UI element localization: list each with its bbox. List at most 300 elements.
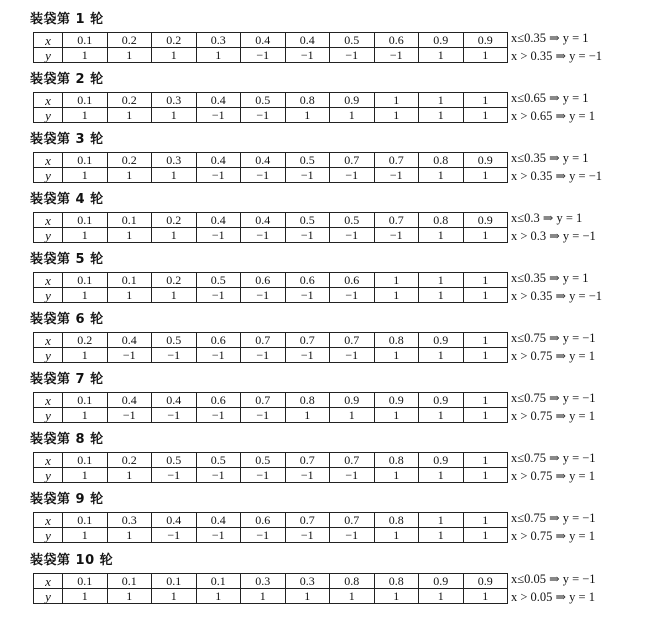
x-row — [34, 33, 508, 48]
y-cell: −1 — [285, 168, 330, 183]
y-cell: −1 — [241, 48, 286, 63]
x-cell: 1 — [463, 273, 508, 288]
x-cell: 0.2 — [107, 153, 152, 168]
y-cell: 1 — [419, 168, 464, 183]
y-cell: −1 — [330, 228, 375, 243]
y-cell: 1 — [63, 408, 108, 423]
y-row-label: y — [34, 108, 63, 123]
x-row-label: x — [34, 153, 63, 168]
x-cell: 0.7 — [330, 153, 375, 168]
x-cell: 1 — [463, 93, 508, 108]
round-title: 装袋第 8 轮 — [30, 432, 104, 447]
rule-gt-threshold: x > 0.35 ⇒ y = −1 — [511, 169, 602, 183]
y-row-label: y — [34, 288, 63, 303]
x-row — [34, 213, 508, 228]
y-cell: 1 — [152, 228, 197, 243]
round-title: 装袋第 6 轮 — [30, 312, 104, 327]
x-cell: 0.3 — [107, 513, 152, 528]
x-cell: 0.7 — [285, 453, 330, 468]
y-cell: −1 — [330, 468, 375, 483]
x-cell: 0.7 — [241, 393, 286, 408]
y-cell: −1 — [196, 408, 241, 423]
y-cell: 1 — [152, 589, 197, 604]
x-cell: 0.4 — [196, 153, 241, 168]
y-cell: 1 — [419, 48, 464, 63]
rule-gt-threshold: x > 0.75 ⇒ y = 1 — [511, 529, 595, 543]
y-cell: 1 — [152, 48, 197, 63]
y-cell: 1 — [63, 168, 108, 183]
bagging-round — [0, 192, 651, 252]
round-sample-table — [33, 573, 508, 604]
round-title: 装袋第 1 轮 — [30, 12, 104, 27]
x-cell: 0.3 — [241, 574, 286, 589]
x-cell: 0.6 — [374, 33, 419, 48]
x-row-label: x — [34, 453, 63, 468]
x-cell: 0.1 — [107, 574, 152, 589]
x-cell: 0.3 — [152, 93, 197, 108]
x-cell: 0.4 — [196, 213, 241, 228]
classifier-rules — [511, 329, 651, 365]
classifier-rules — [511, 389, 651, 425]
x-cell: 0.4 — [152, 393, 197, 408]
x-row — [34, 513, 508, 528]
x-cell: 0.3 — [152, 153, 197, 168]
y-row — [34, 528, 508, 543]
y-cell: 1 — [374, 468, 419, 483]
x-cell: 0.1 — [152, 574, 197, 589]
x-cell: 0.9 — [419, 574, 464, 589]
x-cell: 0.8 — [330, 574, 375, 589]
x-cell: 0.2 — [152, 33, 197, 48]
y-cell: 1 — [419, 468, 464, 483]
x-cell: 0.2 — [152, 273, 197, 288]
x-row-label: x — [34, 513, 63, 528]
y-cell: 1 — [107, 228, 152, 243]
round-title: 装袋第 10 轮 — [30, 553, 114, 568]
y-cell: 1 — [463, 168, 508, 183]
y-cell: −1 — [285, 528, 330, 543]
y-cell: −1 — [241, 528, 286, 543]
y-cell: 1 — [463, 48, 508, 63]
x-cell: 0.8 — [374, 333, 419, 348]
rule-gt-threshold: x > 0.35 ⇒ y = −1 — [511, 289, 602, 303]
x-row — [34, 574, 508, 589]
y-cell: 1 — [152, 108, 197, 123]
x-cell: 0.6 — [241, 513, 286, 528]
y-cell: 1 — [419, 408, 464, 423]
rule-le-threshold: x≤0.05 ⇒ y = −1 — [511, 572, 596, 586]
x-cell: 0.9 — [419, 333, 464, 348]
y-cell: 1 — [196, 48, 241, 63]
y-row — [34, 108, 508, 123]
y-cell: −1 — [285, 228, 330, 243]
y-cell: −1 — [374, 48, 419, 63]
x-cell: 1 — [419, 273, 464, 288]
y-cell: 1 — [419, 348, 464, 363]
bagging-round — [0, 432, 651, 492]
x-cell: 0.8 — [419, 213, 464, 228]
x-cell: 0.4 — [152, 513, 197, 528]
bagging-round — [0, 312, 651, 372]
x-row-label: x — [34, 213, 63, 228]
rule-le-threshold: x≤0.75 ⇒ y = −1 — [511, 331, 596, 345]
x-cell: 0.4 — [241, 213, 286, 228]
classifier-rules — [511, 89, 651, 125]
classifier-rules — [511, 269, 651, 305]
y-row-label: y — [34, 408, 63, 423]
y-cell: −1 — [330, 348, 375, 363]
x-cell: 0.6 — [196, 393, 241, 408]
x-cell: 0.4 — [285, 33, 330, 48]
x-row — [34, 93, 508, 108]
y-cell: 1 — [463, 288, 508, 303]
rule-gt-threshold: x > 0.75 ⇒ y = 1 — [511, 349, 595, 363]
x-cell: 0.1 — [63, 93, 108, 108]
rule-le-threshold: x≤0.75 ⇒ y = −1 — [511, 391, 596, 405]
x-cell: 0.8 — [374, 453, 419, 468]
y-cell: 1 — [107, 288, 152, 303]
round-sample-table — [33, 32, 508, 63]
bagging-round — [0, 553, 651, 613]
x-cell: 0.4 — [241, 33, 286, 48]
x-cell: 0.7 — [285, 513, 330, 528]
x-cell: 0.5 — [241, 93, 286, 108]
x-cell: 0.7 — [330, 513, 375, 528]
y-cell: −1 — [107, 408, 152, 423]
x-cell: 0.9 — [419, 393, 464, 408]
bagging-round — [0, 492, 651, 552]
classifier-rules — [511, 29, 651, 65]
y-cell: 1 — [285, 108, 330, 123]
x-cell: 0.9 — [463, 33, 508, 48]
rule-le-threshold: x≤0.75 ⇒ y = −1 — [511, 451, 596, 465]
y-cell: −1 — [196, 468, 241, 483]
round-sample-table — [33, 512, 508, 543]
rule-gt-threshold: x > 0.75 ⇒ y = 1 — [511, 469, 595, 483]
round-sample-table — [33, 452, 508, 483]
y-cell: −1 — [196, 348, 241, 363]
y-cell: −1 — [285, 468, 330, 483]
x-cell: 0.7 — [285, 333, 330, 348]
bagging-round — [0, 12, 651, 72]
bagging-round — [0, 72, 651, 132]
round-sample-table — [33, 272, 508, 303]
x-cell: 0.1 — [107, 273, 152, 288]
bagging-round — [0, 132, 651, 192]
rule-le-threshold: x≤0.35 ⇒ y = 1 — [511, 151, 589, 165]
bagging-round — [0, 252, 651, 312]
y-cell: 1 — [107, 108, 152, 123]
x-row-label: x — [34, 574, 63, 589]
round-sample-table — [33, 392, 508, 423]
rule-le-threshold: x≤0.65 ⇒ y = 1 — [511, 91, 589, 105]
classifier-rules — [511, 570, 651, 606]
y-row — [34, 408, 508, 423]
round-sample-table — [33, 332, 508, 363]
x-cell: 0.2 — [63, 333, 108, 348]
y-cell: 1 — [330, 108, 375, 123]
y-cell: 1 — [463, 108, 508, 123]
bagging-round — [0, 372, 651, 432]
y-cell: −1 — [374, 168, 419, 183]
x-cell: 1 — [419, 513, 464, 528]
y-cell: −1 — [374, 228, 419, 243]
y-cell: −1 — [196, 228, 241, 243]
y-cell: −1 — [241, 468, 286, 483]
y-row — [34, 288, 508, 303]
rule-gt-threshold: x > 0.3 ⇒ y = −1 — [511, 229, 596, 243]
x-cell: 0.9 — [419, 453, 464, 468]
y-cell: 1 — [374, 108, 419, 123]
rule-le-threshold: x≤0.3 ⇒ y = 1 — [511, 211, 583, 225]
y-cell: 1 — [374, 589, 419, 604]
x-cell: 0.1 — [63, 393, 108, 408]
y-cell: 1 — [63, 108, 108, 123]
y-row — [34, 168, 508, 183]
y-cell: 1 — [63, 348, 108, 363]
y-cell: 1 — [63, 288, 108, 303]
x-row-label: x — [34, 273, 63, 288]
classifier-rules — [511, 149, 651, 185]
x-cell: 0.5 — [285, 153, 330, 168]
y-cell: 1 — [374, 288, 419, 303]
round-title: 装袋第 7 轮 — [30, 372, 104, 387]
round-title: 装袋第 2 轮 — [30, 72, 104, 87]
x-cell: 0.8 — [285, 393, 330, 408]
x-cell: 0.4 — [196, 93, 241, 108]
x-cell: 1 — [374, 273, 419, 288]
y-cell: −1 — [241, 168, 286, 183]
y-row — [34, 228, 508, 243]
x-cell: 0.8 — [419, 153, 464, 168]
x-cell: 0.9 — [330, 93, 375, 108]
x-cell: 0.7 — [374, 153, 419, 168]
y-cell: 1 — [463, 408, 508, 423]
x-cell: 0.9 — [330, 393, 375, 408]
x-row — [34, 453, 508, 468]
y-row — [34, 48, 508, 63]
x-cell: 0.8 — [374, 574, 419, 589]
x-cell: 0.1 — [196, 574, 241, 589]
y-cell: 1 — [285, 589, 330, 604]
y-row-label: y — [34, 528, 63, 543]
x-row-label: x — [34, 333, 63, 348]
rule-le-threshold: x≤0.35 ⇒ y = 1 — [511, 31, 589, 45]
y-cell: −1 — [196, 108, 241, 123]
y-row — [34, 468, 508, 483]
x-cell: 1 — [463, 333, 508, 348]
x-cell: 0.1 — [63, 213, 108, 228]
y-cell: 1 — [374, 528, 419, 543]
round-title: 装袋第 5 轮 — [30, 252, 104, 267]
x-cell: 0.6 — [196, 333, 241, 348]
rule-le-threshold: x≤0.75 ⇒ y = −1 — [511, 511, 596, 525]
x-cell: 0.1 — [63, 574, 108, 589]
rule-gt-threshold: x > 0.65 ⇒ y = 1 — [511, 109, 595, 123]
x-row-label: x — [34, 393, 63, 408]
y-cell: −1 — [330, 528, 375, 543]
x-cell: 0.2 — [107, 453, 152, 468]
y-cell: 1 — [107, 48, 152, 63]
round-title: 装袋第 4 轮 — [30, 192, 104, 207]
x-cell: 0.1 — [63, 33, 108, 48]
x-cell: 0.4 — [196, 513, 241, 528]
y-cell: −1 — [241, 108, 286, 123]
y-cell: 1 — [463, 228, 508, 243]
x-cell: 0.9 — [463, 213, 508, 228]
y-cell: 1 — [152, 288, 197, 303]
round-title: 装袋第 3 轮 — [30, 132, 104, 147]
x-row — [34, 333, 508, 348]
y-cell: 1 — [241, 589, 286, 604]
y-cell: 1 — [107, 168, 152, 183]
x-cell: 0.6 — [285, 273, 330, 288]
x-cell: 0.1 — [63, 513, 108, 528]
x-cell: 0.1 — [63, 453, 108, 468]
rule-gt-threshold: x > 0.05 ⇒ y = 1 — [511, 590, 595, 604]
x-cell: 0.7 — [330, 453, 375, 468]
y-cell: 1 — [63, 528, 108, 543]
y-cell: −1 — [330, 168, 375, 183]
x-row-label: x — [34, 33, 63, 48]
round-sample-table — [33, 152, 508, 183]
y-cell: 1 — [419, 288, 464, 303]
y-cell: 1 — [107, 468, 152, 483]
x-cell: 0.5 — [152, 453, 197, 468]
y-cell: 1 — [419, 228, 464, 243]
y-cell: 1 — [463, 589, 508, 604]
y-cell: 1 — [152, 168, 197, 183]
y-row-label: y — [34, 48, 63, 63]
rule-le-threshold: x≤0.35 ⇒ y = 1 — [511, 271, 589, 285]
x-cell: 0.5 — [196, 273, 241, 288]
x-cell: 0.7 — [374, 213, 419, 228]
x-cell: 0.5 — [196, 453, 241, 468]
x-cell: 0.7 — [241, 333, 286, 348]
y-cell: 1 — [419, 589, 464, 604]
y-cell: 1 — [63, 228, 108, 243]
x-cell: 0.5 — [152, 333, 197, 348]
y-cell: 1 — [419, 108, 464, 123]
x-cell: 0.1 — [63, 273, 108, 288]
y-cell: −1 — [152, 468, 197, 483]
y-row — [34, 348, 508, 363]
y-cell: −1 — [196, 168, 241, 183]
y-cell: −1 — [241, 348, 286, 363]
y-cell: 1 — [63, 48, 108, 63]
y-cell: −1 — [330, 288, 375, 303]
y-cell: 1 — [330, 589, 375, 604]
x-cell: 0.4 — [107, 333, 152, 348]
x-cell: 0.2 — [152, 213, 197, 228]
y-row — [34, 589, 508, 604]
round-sample-table — [33, 212, 508, 243]
y-cell: −1 — [196, 288, 241, 303]
x-cell: 1 — [463, 513, 508, 528]
x-cell: 0.9 — [463, 574, 508, 589]
x-cell: 0.9 — [374, 393, 419, 408]
x-cell: 0.1 — [107, 213, 152, 228]
y-cell: −1 — [285, 348, 330, 363]
y-cell: −1 — [107, 348, 152, 363]
y-cell: −1 — [285, 288, 330, 303]
x-cell: 0.3 — [196, 33, 241, 48]
x-cell: 0.6 — [330, 273, 375, 288]
y-cell: −1 — [330, 48, 375, 63]
x-cell: 1 — [463, 453, 508, 468]
y-cell: 1 — [374, 348, 419, 363]
classifier-rules — [511, 209, 651, 245]
x-cell: 0.6 — [241, 273, 286, 288]
y-cell: −1 — [152, 348, 197, 363]
x-cell: 0.5 — [330, 33, 375, 48]
x-cell: 0.2 — [107, 33, 152, 48]
x-cell: 0.8 — [285, 93, 330, 108]
rule-gt-threshold: x > 0.75 ⇒ y = 1 — [511, 409, 595, 423]
y-row-label: y — [34, 468, 63, 483]
y-cell: −1 — [152, 528, 197, 543]
rule-gt-threshold: x > 0.35 ⇒ y = −1 — [511, 49, 602, 63]
x-cell: 0.7 — [330, 333, 375, 348]
x-row — [34, 153, 508, 168]
y-cell: −1 — [285, 48, 330, 63]
x-cell: 0.5 — [330, 213, 375, 228]
y-cell: 1 — [63, 589, 108, 604]
x-row — [34, 273, 508, 288]
y-row-label: y — [34, 348, 63, 363]
y-cell: 1 — [107, 528, 152, 543]
x-cell: 1 — [374, 93, 419, 108]
y-cell: 1 — [196, 589, 241, 604]
y-row-label: y — [34, 589, 63, 604]
x-cell: 0.3 — [285, 574, 330, 589]
x-cell: 0.9 — [463, 153, 508, 168]
y-cell: 1 — [330, 408, 375, 423]
y-cell: 1 — [463, 348, 508, 363]
round-title: 装袋第 9 轮 — [30, 492, 104, 507]
x-cell: 1 — [463, 393, 508, 408]
y-cell: −1 — [196, 528, 241, 543]
x-cell: 0.4 — [107, 393, 152, 408]
y-cell: 1 — [374, 408, 419, 423]
y-cell: 1 — [107, 589, 152, 604]
round-sample-table — [33, 92, 508, 123]
classifier-rules — [511, 509, 651, 545]
x-cell: 0.1 — [63, 153, 108, 168]
y-row-label: y — [34, 228, 63, 243]
x-row — [34, 393, 508, 408]
y-cell: 1 — [463, 468, 508, 483]
y-cell: −1 — [241, 408, 286, 423]
x-row-label: x — [34, 93, 63, 108]
x-cell: 0.9 — [419, 33, 464, 48]
y-cell: 1 — [463, 528, 508, 543]
x-cell: 0.5 — [285, 213, 330, 228]
x-cell: 0.2 — [107, 93, 152, 108]
x-cell: 1 — [419, 93, 464, 108]
x-cell: 0.4 — [241, 153, 286, 168]
y-cell: −1 — [152, 408, 197, 423]
y-cell: 1 — [419, 528, 464, 543]
y-cell: −1 — [241, 288, 286, 303]
x-cell: 0.5 — [241, 453, 286, 468]
x-cell: 0.8 — [374, 513, 419, 528]
y-cell: 1 — [63, 468, 108, 483]
y-cell: 1 — [285, 408, 330, 423]
y-cell: −1 — [241, 228, 286, 243]
y-row-label: y — [34, 168, 63, 183]
classifier-rules — [511, 449, 651, 485]
